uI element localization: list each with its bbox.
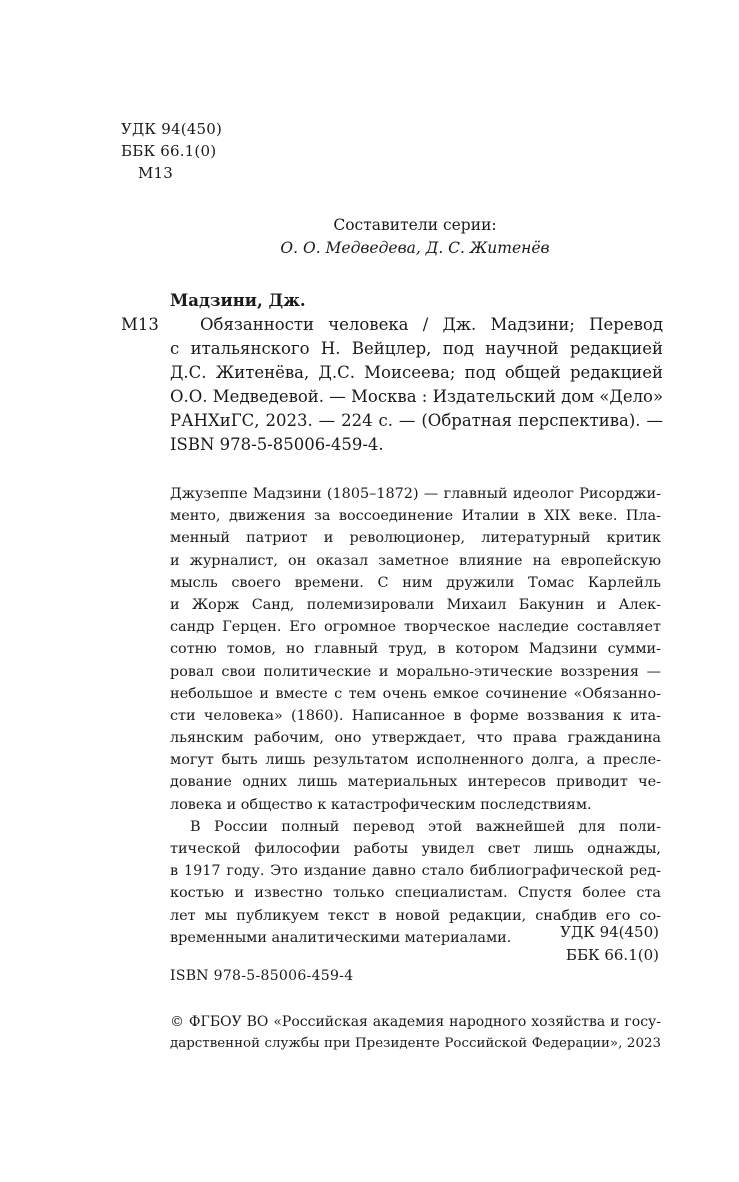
- biblio-line: О.О. Медведевой. — Москва : Издательский дом «Дело»: [170, 387, 664, 406]
- annotation-line: Джузеппе Мадзини (1805–1872) — главный идеолог Рисорджи-: [170, 486, 661, 502]
- annotation-line: могут быть лишь результатом исполненного долга, а пресле-: [170, 752, 661, 769]
- annotation-line: сотню томов, но главный труд, в котором Мадзини сумми-: [170, 641, 661, 658]
- udk-code: УДК 94(450): [121, 120, 223, 138]
- isbn: ISBN 978-5-85006-459-4: [170, 968, 354, 984]
- annotation-line: сти человека» (1860). Написанное в форме воззвания к ита-: [170, 707, 661, 724]
- annotation-line: временными аналитическими материалами.: [170, 929, 512, 946]
- bibliographic-description: [170, 313, 663, 457]
- biblio-line: с итальянского Н. Вейцлер, под научной редакцией: [170, 339, 663, 358]
- copyright-notice: [170, 1011, 661, 1055]
- annotation-line: и Жорж Санд, полемизировали Михаил Бакунин и Алек-: [170, 596, 661, 613]
- author-mark: М13: [138, 164, 174, 182]
- bbk-code-bottom: ББК 66.1(0): [565, 946, 659, 964]
- entry-author-mark: М13: [121, 315, 159, 334]
- annotation-line: В России полный перевод этой важнейшей для поли-: [190, 818, 661, 835]
- annotation-line: сандр Герцен. Его огромное творческое наследие составляет: [170, 619, 661, 636]
- series-compilers: [170, 214, 660, 260]
- annotation-line: в 1917 году. Это издание давно стало библиографической ред-: [170, 863, 661, 880]
- annotation-line: лет мы публикуем текст в новой редакции, снабдив его со-: [170, 907, 661, 924]
- udk-code-bottom: УДК 94(450): [560, 923, 659, 941]
- biblio-line: РАНХиГС, 2023. — 224 с. — (Обратная перспектива). —: [170, 411, 663, 430]
- annotation-line: ровал свои политические и морально-этические воззрения —: [170, 663, 661, 680]
- classification-codes-top: [121, 118, 222, 184]
- annotation-line: дование одних лишь материальных интересов приводит че-: [170, 774, 661, 791]
- annotation-line: льянским рабочим, оно утверждает, что права гражданина: [170, 730, 661, 747]
- entry-author: Мадзини, Дж.: [170, 291, 306, 310]
- annotation-line: тической философии работы увидел свет лишь однажды,: [170, 841, 661, 857]
- annotation-line: мысль своего времени. С ним дружили Томас Карлейль: [170, 574, 661, 591]
- copyright-line: © ФГБОУ ВО «Российская академия народного хозяйства и госу-: [170, 1014, 661, 1030]
- annotation-line: и журналист, он оказал заметное влияние на европейскую: [170, 552, 661, 569]
- biblio-line: ISBN 978-5-85006-459-4.: [170, 435, 384, 454]
- annotation-line: менто, движения за воссоединение Италии в XIX веке. Пла-: [170, 508, 661, 525]
- biblio-line: Обязанности человека / Дж. Мадзини; Перевод: [200, 315, 663, 334]
- annotation-line: небольшое и вместе с тем очень емкое сочинение «Обязанно-: [170, 685, 661, 702]
- copyright-line: дарственной службы при Президенте Российской Федерации», 2023: [170, 1036, 661, 1051]
- biblio-line: Д.С. Житенёва, Д.С. Моисеева; под общей редакцией: [170, 363, 663, 382]
- classification-codes-bottom: [560, 921, 659, 967]
- bbk-code: ББК 66.1(0): [121, 142, 217, 160]
- compilers-heading: Составители серии:: [333, 216, 497, 234]
- annotation-line: ловека и общество к катастрофическим последствиям.: [170, 796, 592, 813]
- compilers-names: О. О. Медведева, Д. С. Житенёв: [280, 239, 550, 257]
- annotation-line: костью и известно только специалистам. Спустя более ста: [170, 885, 661, 902]
- annotation-line: менный патриот и революционер, литературный критик: [170, 530, 661, 547]
- annotation: [170, 483, 661, 949]
